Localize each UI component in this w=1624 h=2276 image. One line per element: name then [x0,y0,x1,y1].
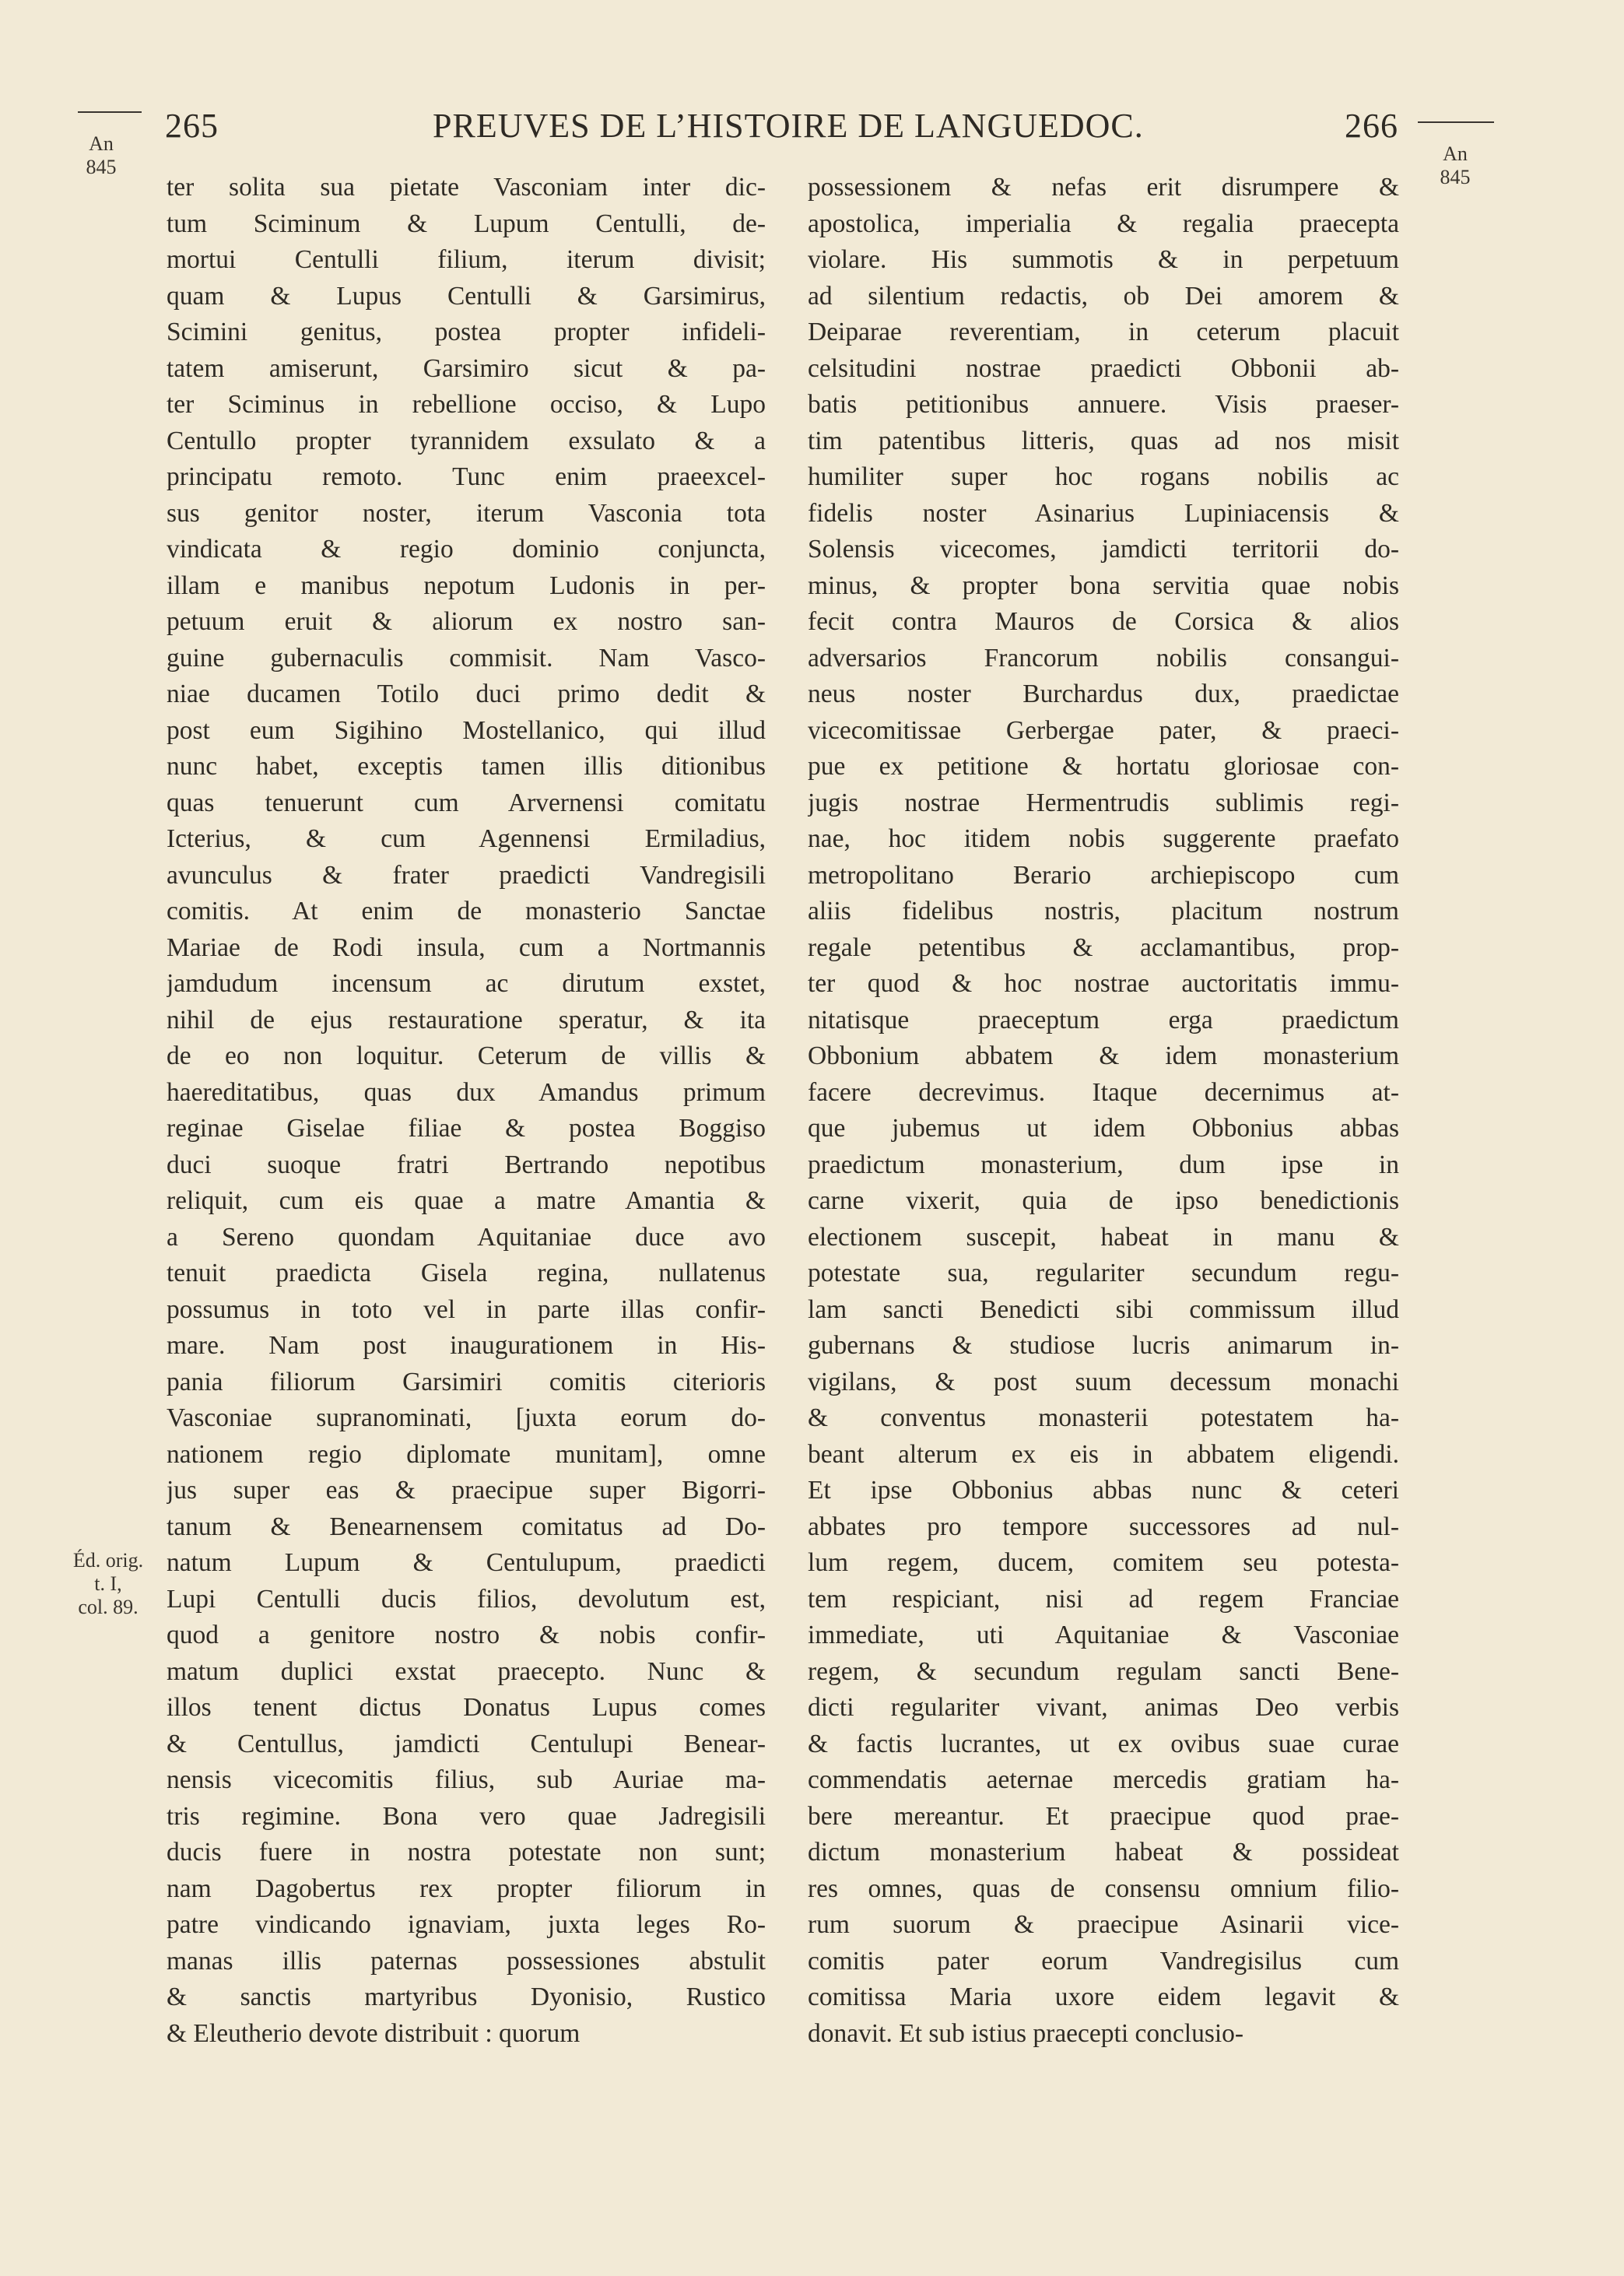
text-line: Obbonium abbatem & idem monasterium [808,1041,1399,1070]
running-title: PREUVES DE L’HISTOIRE DE LANGUEDOC. [433,107,1144,145]
left-text-column [167,170,766,2052]
text-line: mortui Centulli filium, iterum divisit; [167,245,766,274]
text-line: donavit. Et sub istius praecepti conclusio- [808,2018,1244,2048]
text-line: vigilans, & post suum decessum monachi [808,1367,1399,1396]
text-line: sus genitor noster, iterum Vasconia tota [167,498,766,528]
text-line: possessionem & nefas erit disrumpere & [808,173,1399,202]
text-line: vicecomitissae Gerbergae pater, & praeci- [808,715,1399,745]
text-line: metropolitano Berario archiepiscopo cum [808,860,1399,890]
text-line: lum regem, ducem, comitem seu potesta- [808,1548,1399,1577]
text-line: tim patentibus litteris, quas ad nos misit [808,426,1399,455]
text-line: & Centullus, jamdicti Centulupi Benear- [167,1729,766,1758]
text-line: vindicata & regio dominio conjuncta, [167,535,766,564]
text-line: nunc habet, exceptis tamen illis ditionibus [167,752,766,781]
text-line: que jubemus ut idem Obbonius abbas [808,1114,1399,1143]
text-line: possumus in toto vel in parte illas confir- [167,1294,766,1324]
text-line: jugis nostrae Hermentrudis sublimis regi- [808,788,1399,817]
text-line: dictum monasterium habeat & possideat [808,1838,1399,1867]
text-line: comitis. At enim de monasterio Sanctae [167,897,766,926]
text-line: minus, & propter bona servitia quae nobis [808,571,1399,600]
text-line: apostolica, imperialia & regalia praecepta [808,209,1399,238]
text-line: Lupi Centulli ducis filios, devolutum est, [167,1584,766,1614]
text-line: tris regimine. Bona vero quae Jadregisili [167,1801,766,1831]
text-line: pania filiorum Garsimiri comitis citerioris [167,1367,766,1396]
text-line: manas illis paternas possessiones abstulit [167,1946,766,1976]
text-line: jus super eas & praecipue super Bigorri- [167,1476,766,1505]
text-line: regale petentibus & acclamantibus, prop- [808,933,1399,962]
text-line: avunculus & frater praedicti Vandregisili [167,860,766,890]
text-line: ducis fuere in nostra potestate non sunt; [167,1838,766,1867]
text-line: humiliter super hoc rogans nobilis ac [808,462,1399,491]
text-line: reliquit, cum eis quae a matre Amantia & [167,1186,766,1215]
right-year-label: An [1443,142,1468,165]
text-line: celsitudini nostrae praedicti Obbonii ab- [808,353,1399,383]
text-line: nationem regio diplomate munitam], omne [167,1439,766,1469]
left-year: 845 [86,156,117,178]
text-line: reginae Giselae filiae & postea Boggiso [167,1114,766,1143]
edition-reference [65,1549,151,1619]
text-line: ter quod & hoc nostrae auctoritatis immu- [808,969,1399,998]
text-line: Vasconiae supranominati, [juxta eorum do- [167,1403,766,1432]
text-line: nitatisque praeceptum erga praedictum [808,1005,1399,1034]
text-line: regem, & secundum regulam sancti Bene- [808,1656,1399,1686]
text-line: Icterius, & cum Agennensi Ermiladius, [167,824,766,853]
text-line: a Sereno quondam Aquitaniae duce avo [167,1222,766,1252]
text-line: nensis vicecomitis filius, sub Auriae ma- [167,1765,766,1794]
text-line: electionem suscepit, habeat in manu & [808,1222,1399,1252]
right-margin-rule [1418,121,1494,123]
text-line: mare. Nam post inaugurationem in His- [167,1331,766,1360]
text-line: carne vixerit, quia de ipso benedictionis [808,1186,1399,1215]
text-line: Et ipse Obbonius abbas nunc & ceteri [808,1476,1399,1505]
text-line: Deiparae reverentiam, in ceterum placuit [808,318,1399,346]
text-line: res omnes, quas de consensu omnium filio- [808,1874,1399,1903]
text-line: post eum Sigihino Mostellanico, qui illud [167,715,766,745]
text-line: Mariae de Rodi insula, cum a Nortmannis [167,933,766,962]
edition-ref-line: col. 89. [78,1596,139,1618]
text-line: praedictum monasterium, dum ipse in [808,1150,1399,1179]
text-line: ad silentium redactis, ob Dei amorem & [808,281,1399,311]
text-line: & conventus monasterii potestatem ha- [808,1403,1399,1432]
right-year-note [1432,142,1478,189]
text-line: Scimini genitus, postea propter infideli- [167,318,766,346]
text-line: & Eleutherio devote distribuit : quorum [167,2018,581,2048]
text-line: patre vindicando ignaviam, juxta leges Ro- [167,1910,766,1939]
text-line: beant alterum ex eis in abbatem eligendi. [808,1439,1399,1469]
right-year: 845 [1440,166,1471,188]
text-line: immediate, uti Aquitaniae & Vasconiae [808,1621,1399,1649]
text-line: violare. His summotis & in perpetuum [808,245,1399,274]
text-line: guine gubernaculis commisit. Nam Vasco- [167,643,766,673]
left-year-note [78,132,125,179]
text-line: abbates pro tempore successores ad nul- [808,1512,1399,1541]
text-line: fidelis noster Asinarius Lupiniacensis & [808,498,1399,528]
right-text-column [808,170,1399,2052]
text-line: natum Lupum & Centulupum, praedicti [167,1548,766,1577]
text-line: Centullo propter tyrannidem exsulato & a [167,426,766,455]
text-line: principatu remoto. Tunc enim praeexcel- [167,462,766,491]
text-line: gubernans & studiose lucris animarum in- [808,1331,1399,1360]
left-year-label: An [89,132,114,155]
text-line: duci suoque fratri Bertrando nepotibus [167,1150,766,1179]
text-line: tanum & Benearnensem comitatus ad Do- [167,1512,766,1541]
text-line: lam sancti Benedicti sibi commissum illud [808,1294,1399,1324]
text-line: & factis lucrantes, ut ex ovibus suae curae [808,1729,1399,1758]
text-line: & sanctis martyribus Dyonisio, Rustico [167,1983,766,2011]
text-line: pue ex petitione & hortatu gloriosae con- [808,752,1399,781]
text-line: commendatis aeternae mercedis gratiam ha- [808,1765,1399,1794]
text-line: ter solita sua pietate Vasconiam inter dic- [167,173,766,202]
text-line: nae, hoc itidem nobis suggerente praefato [808,824,1399,853]
text-line: quas tenuerunt cum Arvernensi comitatu [167,788,766,817]
text-line: matum duplici exstat praecepto. Nunc & [167,1656,766,1686]
text-line: potestate sua, regulariter secundum regu- [808,1259,1399,1287]
text-line: comitis pater eorum Vandregisilus cum [808,1946,1399,1976]
text-line: niae ducamen Totilo duci primo dedit & [167,680,766,708]
text-line: tum Sciminum & Lupum Centulli, de- [167,209,766,238]
text-line: tatem amiserunt, Garsimiro sicut & pa- [167,353,766,383]
text-line: neus noster Burchardus dux, praedictae [808,680,1399,708]
text-line: fecit contra Mauros de Corsica & alios [808,607,1399,636]
text-line: bere mereantur. Et praecipue quod prae- [808,1801,1399,1831]
edition-ref-line: Éd. orig. [72,1549,144,1572]
text-line: haereditatibus, quas dux Amandus primum [167,1077,766,1107]
text-line: comitissa Maria uxore eidem legavit & [808,1983,1399,2011]
text-line: dicti regulariter vivant, animas Deo verbis [808,1693,1399,1722]
text-line: batis petitionibus annuere. Visis praeser- [808,390,1399,419]
text-line: petuum eruit & aliorum ex nostro san- [167,607,766,636]
text-line: jamdudum incensum ac dirutum exstet, [167,969,766,998]
edition-ref-line: t. I, [94,1572,122,1595]
text-line: illam e manibus nepotum Ludonis in per- [167,571,766,600]
text-line: rum suorum & praecipue Asinarii vice- [808,1910,1399,1939]
text-line: facere decrevimus. Itaque decernimus at- [808,1077,1399,1107]
text-line: aliis fidelibus nostris, placitum nostrum [808,897,1399,926]
text-line: de eo non loquitur. Ceterum de villis & [167,1041,766,1070]
text-line: tem respiciant, nisi ad regem Franciae [808,1584,1399,1614]
text-line: nihil de ejus restauratione speratur, & ita [167,1005,766,1034]
page-number-left: 265 [165,107,219,145]
text-line: quam & Lupus Centulli & Garsimirus, [167,281,766,311]
text-line: nam Dagobertus rex propter filiorum in [167,1874,766,1903]
text-line: illos tenent dictus Donatus Lupus comes [167,1693,766,1722]
page-number-right: 266 [1345,107,1398,145]
text-line: adversarios Francorum nobilis consangui- [808,643,1399,673]
left-margin-rule [78,111,142,113]
text-line: quod a genitore nostro & nobis confir- [167,1621,766,1649]
text-line: ter Sciminus in rebellione occiso, & Lupo [167,390,766,419]
text-line: Solensis vicecomes, jamdicti territorii do- [808,535,1399,564]
text-line: tenuit praedicta Gisela regina, nullatenus [167,1259,766,1287]
